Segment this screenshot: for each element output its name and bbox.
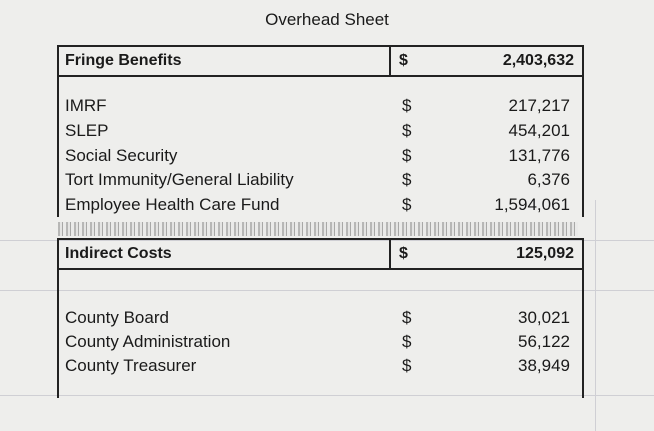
line-item-amount: 454,201	[508, 121, 570, 140]
line-item-currency: $	[402, 332, 412, 351]
scan-noise-strip	[58, 222, 578, 236]
indirect-costs-header	[59, 240, 582, 270]
line-item-label: Tort Immunity/General Liability	[65, 170, 294, 189]
line-item	[59, 330, 582, 354]
fringe-benefits-section	[57, 45, 584, 217]
line-item	[59, 193, 582, 217]
line-item-label: Employee Health Care Fund	[65, 195, 280, 214]
line-item	[59, 354, 582, 378]
indirect-costs-total: 125,092	[516, 245, 574, 262]
line-item-amount: 56,122	[518, 332, 570, 351]
line-item-amount: 6,376	[527, 170, 570, 189]
indirect-costs-section	[57, 238, 584, 398]
line-item-label: Social Security	[65, 146, 178, 165]
fringe-benefits-header	[59, 47, 582, 77]
indirect-costs-currency: $	[399, 245, 408, 262]
line-item-currency: $	[402, 356, 412, 375]
line-item-currency: $	[402, 308, 412, 327]
fringe-benefits-total: 2,403,632	[502, 52, 574, 69]
line-item-amount: 1,594,061	[494, 195, 570, 214]
bleed-through-line	[595, 200, 596, 431]
line-item-label: County Treasurer	[65, 356, 197, 375]
line-item-currency: $	[402, 195, 412, 214]
line-item-amount: 131,776	[508, 146, 570, 165]
line-item	[59, 94, 582, 118]
line-item-currency: $	[402, 121, 412, 140]
line-item-currency: $	[402, 170, 412, 189]
line-item	[59, 144, 582, 168]
line-item-label: IMRF	[65, 96, 107, 115]
line-item-label: SLEP	[65, 121, 109, 140]
line-item	[59, 306, 582, 330]
line-item-amount: 30,021	[518, 308, 570, 327]
column-separator	[389, 240, 391, 268]
line-item	[59, 168, 582, 192]
line-item	[59, 119, 582, 143]
fringe-benefits-currency: $	[399, 52, 408, 69]
fringe-benefits-label: Fringe Benefits	[65, 52, 182, 69]
line-item-amount: 217,217	[508, 96, 570, 115]
page-title: Overhead Sheet	[265, 10, 389, 29]
line-item-amount: 38,949	[518, 356, 570, 375]
line-item-label: County Administration	[65, 332, 231, 351]
line-item-currency: $	[402, 146, 412, 165]
line-item-label: County Board	[65, 308, 169, 327]
indirect-costs-label: Indirect Costs	[65, 245, 172, 262]
column-separator	[389, 47, 391, 75]
line-item-currency: $	[402, 96, 412, 115]
